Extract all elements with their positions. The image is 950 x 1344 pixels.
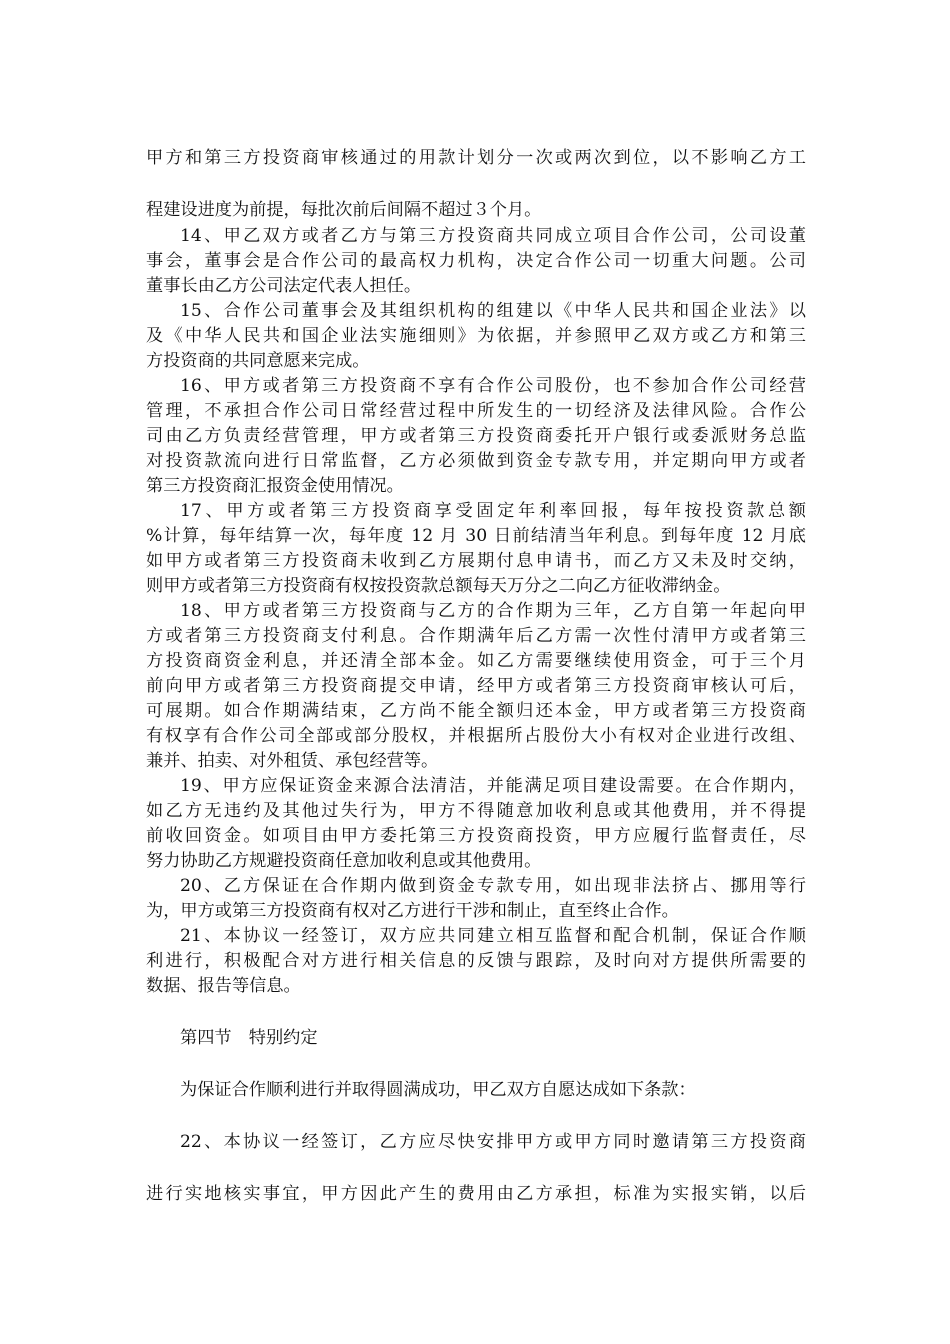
paragraph-18-line: 有权享有合作公司全部或部分股权，并根据所占股份大小有权对企业进行改组、 <box>146 726 806 746</box>
paragraph-18-line: 兼并、拍卖、对外租赁、承包经营等。 <box>146 751 439 771</box>
paragraph-19-line: 如乙方无违约及其他过失行为，甲方不得随意加收利息或其他费用，并不得提 <box>146 801 806 821</box>
paragraph-18-line: 18、甲方或者第三方投资商与乙方的合作期为三年，乙方自第一年起向甲 <box>180 601 806 621</box>
paragraph-16-line: 对投资款流向进行日常监督，乙方必须做到资金专款专用，并定期向甲方或者 <box>146 451 806 471</box>
paragraph-18-line: 方或者第三方投资商支付利息。合作期满年后乙方需一次性付清甲方或者第三 <box>146 626 806 646</box>
paragraph-21-line: 数据、报告等信息。 <box>146 976 301 996</box>
paragraph-15-line: 15、合作公司董事会及其组织机构的组建以《中华人民共和国企业法》以 <box>180 301 806 321</box>
paragraph-21-line: 利进行，积极配合对方进行相关信息的反馈与跟踪，及时向对方提供所需要的 <box>146 951 806 971</box>
paragraph-18-line: 方投资商资金利息，并还清全部本金。如乙方需要继续使用资金，可于三个月 <box>146 651 806 671</box>
paragraph-17-line: 如甲方或者第三方投资商未收到乙方展期付息申请书，而乙方又未及时交纳， <box>146 551 806 571</box>
paragraph-16-line: 第三方投资商汇报资金使用情况。 <box>146 476 404 496</box>
paragraph-16-line: 16、甲方或者第三方投资商不享有合作公司股份，也不参加合作公司经营 <box>180 376 806 396</box>
paragraph-19-line: 19、甲方应保证资金来源合法清洁，并能满足项目建设需要。在合作期内， <box>180 776 806 796</box>
paragraph-16-line: 管理，不承担合作公司日常经营过程中所发生的一切经济及法律风险。合作公 <box>146 401 806 421</box>
paragraph-20-line: 为，甲方或第三方投资商有权对乙方进行干涉和制止，直至终止合作。 <box>146 901 679 921</box>
paragraph-16-line: 司由乙方负责经营管理，甲方或者第三方投资商委托开户银行或委派财务总监 <box>146 426 806 446</box>
paragraph-22-line: 22、本协议一经签订，乙方应尽快安排甲方或甲方同时邀请第三方投资商 <box>180 1132 806 1152</box>
paragraph-18-line: 前向甲方或者第三方投资商提交申请，经甲方或者第三方投资商审核认可后， <box>146 676 806 696</box>
paragraph-15-line: 方投资商的共同意愿来完成。 <box>146 351 370 371</box>
paragraph-14-line: 事会，董事会是合作公司的最高权力机构，决定合作公司一切重大问题。公司 <box>146 251 806 271</box>
paragraph-14-line: 14、甲乙双方或者乙方与第三方投资商共同成立项目合作公司，公司设董 <box>180 226 806 246</box>
paragraph-15-line: 及《中华人民共和国企业法实施细则》为依据，并参照甲乙双方或乙方和第三 <box>146 326 806 346</box>
section-intro: 为保证合作顺利进行并取得圆满成功，甲乙双方自愿达成如下条款： <box>180 1080 696 1100</box>
paragraph-19-line: 前收回资金。如项目由甲方委托第三方投资商投资，甲方应履行监督责任，尽 <box>146 826 806 846</box>
section-heading: 第四节 特别约定 <box>180 1028 318 1048</box>
paragraph-20-line: 20、乙方保证在合作期内做到资金专款专用，如出现非法挤占、挪用等行 <box>180 876 806 896</box>
paragraph-18-line: 可展期。如合作期满结束，乙方尚不能全额归还本金，甲方或者第三方投资商 <box>146 701 806 721</box>
text-line: 甲方和第三方投资商审核通过的用款计划分一次或两次到位，以不影响乙方工 <box>146 148 806 168</box>
paragraph-17-line: 则甲方或者第三方投资商有权按投资款总额每天万分之二向乙方征收滞纳金。 <box>146 576 731 596</box>
paragraph-21-line: 21、本协议一经签订，双方应共同建立相互监督和配合机制，保证合作顺 <box>180 926 806 946</box>
paragraph-19-line: 努力协助乙方规避投资商任意加收利息或其他费用。 <box>146 851 542 871</box>
paragraph-17-line: %计算，每年结算一次，每年度 12 月 30 日前结清当年利息。到每年度 12 月底 <box>146 526 806 546</box>
text-line: 程建设进度为前提，每批次前后间隔不超过３个月。 <box>146 200 542 220</box>
paragraph-17-line: 17、甲方或者第三方投资商享受固定年利率回报，每年按投资款总额 <box>180 501 806 521</box>
paragraph-22-line: 进行实地核实事宜，甲方因此产生的费用由乙方承担，标准为实报实销，以后 <box>146 1184 806 1204</box>
paragraph-14-line: 董事长由乙方公司法定代表人担任。 <box>146 276 422 296</box>
